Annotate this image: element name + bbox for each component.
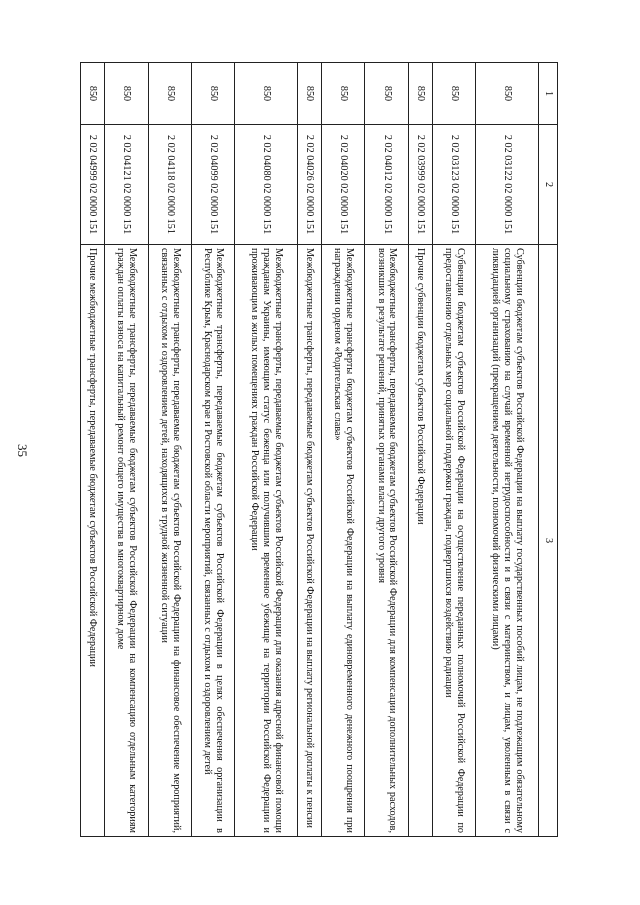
admin-code-cell: 850 <box>297 63 321 125</box>
table-row <box>433 63 476 837</box>
table-row <box>105 63 148 837</box>
table-row <box>81 63 105 837</box>
table-row <box>148 63 191 837</box>
admin-code-cell: 850 <box>322 63 365 125</box>
admin-code-cell: 850 <box>81 63 105 125</box>
table-header-row <box>539 63 558 837</box>
revenue-code-cell: 2 02 04118 02 0000 151 <box>148 125 191 245</box>
revenue-code-cell: 2 02 04020 02 0000 151 <box>322 125 365 245</box>
column-header-3: 3 <box>539 245 558 837</box>
admin-code-cell: 850 <box>148 63 191 125</box>
table-row <box>297 63 321 837</box>
revenue-code-cell: 2 02 04121 02 0000 151 <box>105 125 148 245</box>
revenue-code-cell: 2 02 04012 02 0000 151 <box>365 125 408 245</box>
admin-code-cell: 850 <box>365 63 408 125</box>
table-row <box>365 63 408 837</box>
revenue-code-cell: 2 02 03123 02 0000 151 <box>433 125 476 245</box>
admin-code-cell: 850 <box>192 63 235 125</box>
admin-code-cell: 850 <box>105 63 148 125</box>
revenue-name-cell: Межбюджетные трансферты, передаваемые бюджетам субъектов Российской Федерации на компенсацию отдельным категориям граждан оплаты взноса на капитальный ремонт общего имущества в многоквартирном доме <box>105 245 148 837</box>
table-row <box>408 63 432 837</box>
column-header-2: 2 <box>539 125 558 245</box>
admin-code-cell: 850 <box>408 63 432 125</box>
rotated-table-wrapper <box>80 62 558 837</box>
admin-code-cell: 850 <box>235 63 298 125</box>
revenue-name-cell: Прочие межбюджетные трансферты, передаваемые бюджетам субъектов Российской Федерации <box>81 245 105 837</box>
revenue-code-cell: 2 02 04099 02 0000 151 <box>192 125 235 245</box>
admin-code-cell: 850 <box>476 63 539 125</box>
revenue-name-cell: Межбюджетные трансферты, передаваемые бюджетам субъектов Российской Федерации на финансовое обеспечение мероприятий, связанных с отдыхом и оздоровлением детей, находящихся в трудной жизненной ситуации <box>148 245 191 837</box>
page-number: 35 <box>15 444 30 457</box>
revenue-codes-table <box>80 62 558 837</box>
column-header-1: 1 <box>539 63 558 125</box>
revenue-name-cell: Субвенции бюджетам субъектов Российской Федерации на осуществление переданных полномочий Российской Федерации по предоставлению отдельных мер социальной поддержки граждан, подвергшихся воздействию радиации <box>433 245 476 837</box>
table-row <box>192 63 235 837</box>
revenue-code-cell: 2 02 04026 02 0000 151 <box>297 125 321 245</box>
revenue-name-cell: Межбюджетные трансферты бюджетам субъектов Российской Федерации на выплату единовременного денежного поощрения при награждении орденом «Родительская слава» <box>322 245 365 837</box>
revenue-name-cell: Межбюджетные трансферты, передаваемые бюджетам субъектов Российской Федерации на выплату региональной доплаты к пенсии <box>297 245 321 837</box>
revenue-name-cell: Субвенции бюджетам субъектов Российской Федерации на выплату государственных пособий лицам, не подлежащим обязательному социальному страхованию на случай временной нетрудоспособности и в связи с материнством, и лицам, уволенным в связи с ликвидацией организаций (прекращением деятельности, полномочий физическими лицами) <box>476 245 539 837</box>
table-row <box>322 63 365 837</box>
revenue-code-cell: 2 02 03999 02 0000 151 <box>408 125 432 245</box>
table-row <box>476 63 539 837</box>
revenue-name-cell: Межбюджетные трансферты, передаваемые бюджетам субъектов Российской Федерации для оказания адресной финансовой помощи гражданам Украины, имеющим статус беженца или получившим временное убежище на территории Российской Федерации и проживающим в жилых помещениях граждан Российской Федерации <box>235 245 298 837</box>
revenue-name-cell: Межбюджетные трансферты, передаваемые бюджетам субъектов Российской Федерации для компенсации дополнительных расходов, возникших в результате решений, принятых органами власти другого уровня <box>365 245 408 837</box>
revenue-code-cell: 2 02 04080 02 0000 151 <box>235 125 298 245</box>
revenue-code-cell: 2 02 03122 02 0000 151 <box>476 125 539 245</box>
table-row <box>235 63 298 837</box>
revenue-code-cell: 2 02 04999 02 0000 151 <box>81 125 105 245</box>
revenue-name-cell: Межбюджетные трансферты, передаваемые бюджетам субъектов Российской Федерации в целях обеспечения организации в Республике Крым, Краснодарском крае и Ростовской области мероприятий, связанных с отдыхом и оздоровлением детей <box>192 245 235 837</box>
revenue-name-cell: Прочие субвенции бюджетам субъектов Российской Федерации <box>408 245 432 837</box>
admin-code-cell: 850 <box>433 63 476 125</box>
